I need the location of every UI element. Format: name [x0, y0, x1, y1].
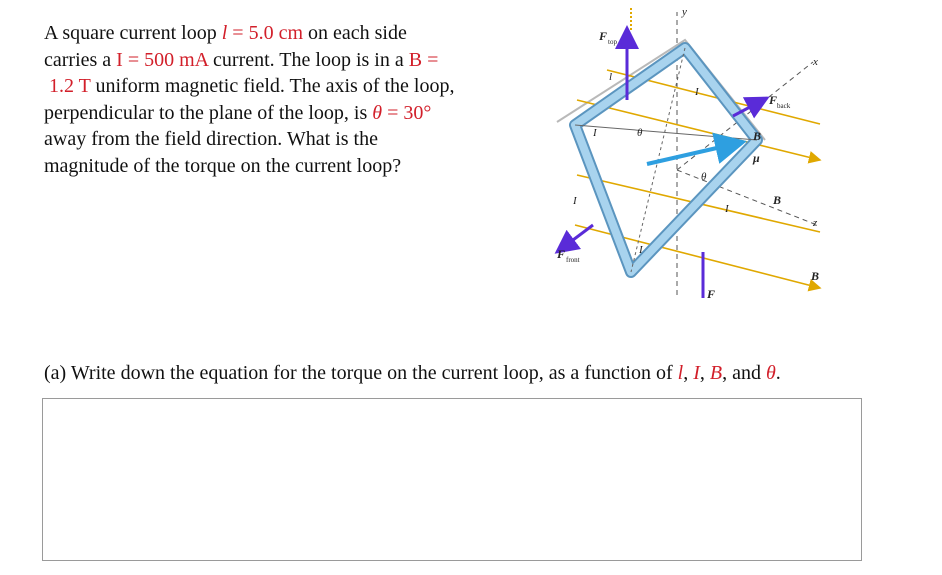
problem-statement	[44, 20, 504, 179]
problem-line: away from the field direction. What is the	[44, 128, 378, 150]
var-b: B	[408, 48, 423, 71]
text: ,	[699, 362, 710, 384]
text: A square current loop	[44, 22, 222, 44]
var-i: I	[693, 362, 700, 384]
problem-line: magnitude of the torque on the current loop?	[44, 154, 402, 177]
label-f-front-sub: front	[566, 256, 580, 264]
text: uniform magnetic field. The axis of the loop,	[90, 75, 455, 97]
answer-box[interactable]	[42, 398, 862, 561]
text: carries a	[44, 48, 117, 71]
label-f-front: F	[557, 247, 566, 261]
mu-arrow	[647, 142, 743, 164]
problem-line	[44, 100, 504, 127]
label-l: l	[609, 71, 613, 83]
text: on each side	[303, 22, 407, 44]
label-i1: I	[593, 127, 597, 139]
text: perpendicular to the plane of the loop, is	[44, 101, 373, 124]
value-l: = 5.0 cm	[227, 22, 304, 44]
axis-label-x: x	[813, 56, 818, 68]
problem-line	[44, 73, 504, 100]
label-theta1: θ	[637, 127, 643, 139]
label-b3: B	[811, 269, 820, 283]
label-f-back: F	[769, 93, 778, 107]
var-theta: θ	[372, 101, 383, 124]
label-f-top: F	[599, 29, 608, 43]
var-b: B	[709, 362, 723, 384]
label-mu: μ	[753, 151, 760, 165]
axis-label-z: z	[813, 217, 818, 229]
problem-line	[44, 47, 504, 74]
label-f-top-sub: top	[608, 38, 617, 46]
value-theta: = 30°	[382, 101, 432, 124]
label-b2: B	[773, 193, 782, 207]
text: .	[775, 362, 781, 384]
text: (a) Write down the equation for the torque on the current loop, as a function of	[44, 362, 678, 384]
var-i: I	[116, 48, 123, 71]
label-theta2: θ	[701, 171, 707, 183]
var-l: l	[677, 362, 684, 384]
label-i3: I	[725, 203, 729, 215]
text: current. The loop is in a	[208, 48, 409, 71]
var-l: l	[221, 22, 228, 44]
text: ,	[683, 362, 694, 384]
part-a-question	[44, 362, 781, 385]
problem-line	[44, 20, 504, 47]
value-i: = 500 mA	[122, 48, 209, 71]
label-f-back-sub: back	[777, 102, 791, 110]
label-f-bottom: F	[707, 287, 716, 300]
axis-label-y: y	[682, 6, 687, 18]
text: , and	[722, 362, 766, 384]
equals: =	[422, 48, 439, 71]
value-b: 1.2 T	[49, 75, 91, 97]
var-theta: θ	[765, 362, 776, 384]
loop-diagonal	[575, 125, 757, 140]
label-i2: I	[695, 86, 699, 98]
label-i4: I	[639, 244, 643, 256]
label-i5: I	[573, 195, 577, 207]
torque-loop-diagram	[535, 0, 835, 300]
label-b1: B	[753, 129, 762, 143]
